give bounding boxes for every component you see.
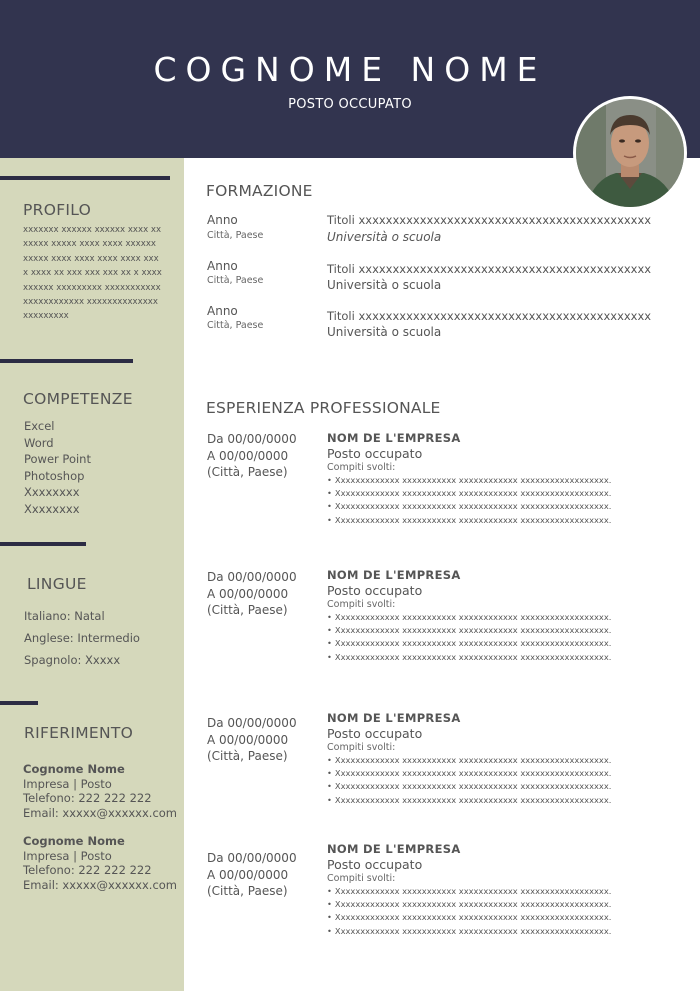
experience-tasks bbox=[327, 611, 611, 664]
reference-name: Cognome Nome bbox=[23, 834, 125, 848]
profile-photo bbox=[573, 96, 687, 210]
experience-location: (Città, Paese) bbox=[207, 884, 288, 898]
experience-from: Da 00/00/0000 bbox=[207, 432, 297, 446]
experience-tasks-label: Compiti svolti: bbox=[327, 873, 396, 884]
profile-title: PROFILO bbox=[23, 201, 92, 219]
experience-title: ESPERIENZA PROFESSIONALE bbox=[206, 399, 441, 417]
skill-item: Xxxxxxxx bbox=[24, 485, 80, 499]
references-divider bbox=[0, 701, 38, 705]
experience-location: (Città, Paese) bbox=[207, 603, 288, 617]
experience-from: Da 00/00/0000 bbox=[207, 570, 297, 584]
experience-location: (Città, Paese) bbox=[207, 749, 288, 763]
task-item: • Xxxxxxxxxxxxx xxxxxxxxxxx xxxxxxxxxxxx xxxxxxxxxxxxxxxxxx. bbox=[327, 925, 611, 938]
experience-tasks-label: Compiti svolti: bbox=[327, 462, 396, 473]
task-item: • Xxxxxxxxxxxxx xxxxxxxxxxx xxxxxxxxxxxx xxxxxxxxxxxxxxxxxx. bbox=[327, 637, 611, 650]
task-item: • Xxxxxxxxxxxxx xxxxxxxxxxx xxxxxxxxxxxx xxxxxxxxxxxxxxxxxx. bbox=[327, 911, 611, 924]
profile-divider bbox=[0, 176, 170, 180]
task-item: • Xxxxxxxxxxxxx xxxxxxxxxxx xxxxxxxxxxxx xxxxxxxxxxxxxxxxxx. bbox=[327, 514, 611, 527]
skills-title: COMPETENZE bbox=[23, 390, 133, 408]
education-year: Anno bbox=[207, 213, 238, 227]
education-school: Università o scuola bbox=[327, 230, 442, 244]
task-item: • Xxxxxxxxxxxxx xxxxxxxxxxx xxxxxxxxxxxx xxxxxxxxxxxxxxxxxx. bbox=[327, 794, 611, 807]
reference-name: Cognome Nome bbox=[23, 762, 125, 776]
reference-company: Impresa | Posto bbox=[23, 848, 112, 863]
education-degree: Titoli xxxxxxxxxxxxxxxxxxxxxxxxxxxxxxxxxxxxxxxxxxx bbox=[327, 262, 652, 276]
experience-dates bbox=[207, 431, 297, 481]
education-degree: Titoli xxxxxxxxxxxxxxxxxxxxxxxxxxxxxxxxxxxxxxxxxxx bbox=[327, 213, 652, 227]
experience-to: A 00/00/0000 bbox=[207, 586, 289, 601]
experience-tasks bbox=[327, 885, 611, 938]
reference-phone: Telefono: 222 222 222 bbox=[23, 791, 152, 805]
experience-to: A 00/00/0000 bbox=[207, 732, 289, 747]
reference-email: Email: xxxxx@xxxxxx.com bbox=[23, 805, 178, 820]
experience-tasks-label: Compiti svolti: bbox=[327, 742, 396, 753]
experience-position: Posto occupato bbox=[327, 857, 423, 872]
education-place: Città, Paese bbox=[207, 230, 264, 241]
portrait-image bbox=[576, 99, 684, 207]
experience-company: NOM DE L'EMPRESA bbox=[327, 568, 461, 582]
experience-position: Posto occupato bbox=[327, 726, 423, 741]
language-item: Anglese: Intermedio bbox=[24, 631, 140, 645]
experience-position: Posto occupato bbox=[327, 583, 423, 598]
reference-phone: Telefono: 222 222 222 bbox=[23, 863, 152, 877]
job-title: POSTO OCCUPATO bbox=[288, 97, 412, 112]
profile-text: xxxxxxx xxxxxx xxxxxx xxxx xxxxxxx xxxxx xxxx xxxx xxxxxx xxxxx xxxx xxxx xxxx xxxx xxxx xxxx xx xxx xxx xxx xx x xxxxxxxxxx xxxxxxxxx xxxxxxxxxxxxxxxxxxxxxxx xxxxxxxxxxxxxxxxxxxxxxx bbox=[23, 225, 162, 322]
reference-company: Impresa | Posto bbox=[23, 776, 112, 791]
task-item: • Xxxxxxxxxxxxx xxxxxxxxxxx xxxxxxxxxxxx xxxxxxxxxxxxxxxxxx. bbox=[327, 624, 611, 637]
skill-item: Xxxxxxxx bbox=[24, 502, 80, 516]
task-item: • Xxxxxxxxxxxxx xxxxxxxxxxx xxxxxxxxxxxx xxxxxxxxxxxxxxxxxx. bbox=[327, 611, 611, 624]
education-place: Città, Paese bbox=[207, 320, 264, 331]
skills-divider bbox=[0, 359, 133, 363]
experience-from: Da 00/00/0000 bbox=[207, 851, 297, 865]
reference-email: Email: xxxxx@xxxxxx.com bbox=[23, 877, 178, 892]
task-item: • Xxxxxxxxxxxxx xxxxxxxxxxx xxxxxxxxxxxx xxxxxxxxxxxxxxxxxx. bbox=[327, 754, 611, 767]
experience-company: NOM DE L'EMPRESA bbox=[327, 711, 461, 725]
experience-company: NOM DE L'EMPRESA bbox=[327, 842, 461, 856]
education-year: Anno bbox=[207, 304, 238, 318]
experience-from: Da 00/00/0000 bbox=[207, 716, 297, 730]
task-item: • Xxxxxxxxxxxxx xxxxxxxxxxx xxxxxxxxxxxx xxxxxxxxxxxxxxxxxx. bbox=[327, 885, 611, 898]
task-item: • Xxxxxxxxxxxxx xxxxxxxxxxx xxxxxxxxxxxx xxxxxxxxxxxxxxxxxx. bbox=[327, 500, 611, 513]
task-item: • Xxxxxxxxxxxxx xxxxxxxxxxx xxxxxxxxxxxx xxxxxxxxxxxxxxxxxx. bbox=[327, 898, 611, 911]
languages-title: LINGUE bbox=[27, 575, 87, 593]
education-school: Università o scuola bbox=[327, 278, 442, 292]
references-title: RIFERIMENTO bbox=[24, 724, 134, 742]
experience-to: A 00/00/0000 bbox=[207, 867, 289, 882]
experience-position: Posto occupato bbox=[327, 446, 423, 461]
experience-dates bbox=[207, 569, 297, 619]
experience-tasks bbox=[327, 474, 611, 527]
language-item: Italiano: Natal bbox=[24, 609, 105, 623]
experience-company: NOM DE L'EMPRESA bbox=[327, 431, 461, 445]
experience-dates bbox=[207, 850, 297, 900]
language-item: Spagnolo: Xxxxx bbox=[24, 653, 121, 667]
education-school: Università o scuola bbox=[327, 325, 442, 339]
experience-location: (Città, Paese) bbox=[207, 465, 288, 479]
education-place: Città, Paese bbox=[207, 275, 264, 286]
experience-dates bbox=[207, 715, 297, 765]
education-title: FORMAZIONE bbox=[206, 182, 313, 200]
task-item: • Xxxxxxxxxxxxx xxxxxxxxxxx xxxxxxxxxxxx xxxxxxxxxxxxxxxxxx. bbox=[327, 487, 611, 500]
experience-tasks-label: Compiti svolti: bbox=[327, 599, 396, 610]
experience-tasks bbox=[327, 754, 611, 807]
skill-item: Power Point bbox=[24, 452, 91, 466]
task-item: • Xxxxxxxxxxxxx xxxxxxxxxxx xxxxxxxxxxxx xxxxxxxxxxxxxxxxxx. bbox=[327, 767, 611, 780]
reference-card bbox=[23, 834, 177, 892]
candidate-name: COGNOME NOME bbox=[153, 50, 547, 89]
experience-to: A 00/00/0000 bbox=[207, 448, 289, 463]
reference-card bbox=[23, 762, 177, 820]
skill-item: Excel bbox=[24, 419, 55, 433]
languages-divider bbox=[0, 542, 86, 546]
skill-item: Photoshop bbox=[24, 469, 85, 483]
task-item: • Xxxxxxxxxxxxx xxxxxxxxxxx xxxxxxxxxxxx xxxxxxxxxxxxxxxxxx. bbox=[327, 780, 611, 793]
task-item: • Xxxxxxxxxxxxx xxxxxxxxxxx xxxxxxxxxxxx xxxxxxxxxxxxxxxxxx. bbox=[327, 474, 611, 487]
education-degree: Titoli xxxxxxxxxxxxxxxxxxxxxxxxxxxxxxxxxxxxxxxxxxx bbox=[327, 309, 652, 323]
education-year: Anno bbox=[207, 259, 238, 273]
task-item: • Xxxxxxxxxxxxx xxxxxxxxxxx xxxxxxxxxxxx xxxxxxxxxxxxxxxxxx. bbox=[327, 651, 611, 664]
skill-item: Word bbox=[24, 436, 54, 450]
